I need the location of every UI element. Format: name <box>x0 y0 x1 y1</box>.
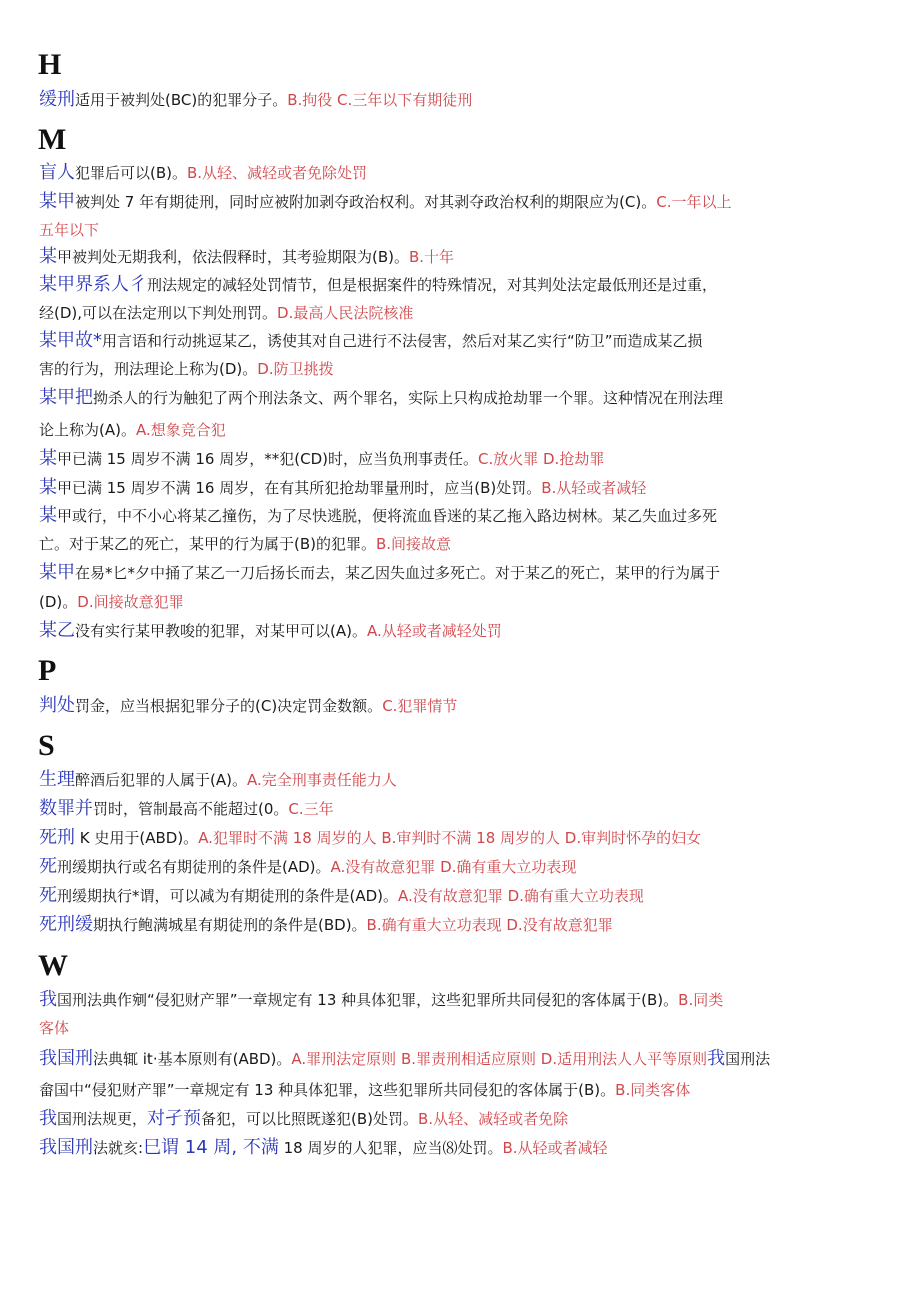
entry-line <box>39 915 613 935</box>
entry-question: 畲国中“侵犯财产罪”一章规定有 13 种具体犯罪，这些犯罪所共同侵犯的客体属于(B)。 <box>39 1081 616 1099</box>
entry-keyword: 盲人 <box>39 162 75 183</box>
entry-continuation <box>39 359 334 379</box>
entry-question: 国刑法规更， <box>57 1110 148 1128</box>
entry-question: 刑缓期执行*谓，可以减为有期徒刑的条件是(AD)。 <box>57 887 399 905</box>
entry-line <box>39 696 457 716</box>
entry-line <box>39 275 717 295</box>
entry-line <box>39 828 701 848</box>
entry-keyword: 判处 <box>39 695 75 716</box>
entry-keyword: 我国刑 <box>39 1048 93 1069</box>
entry-answer: B.拘役 C.三年以下有期徒刑 <box>287 91 473 109</box>
entry-continuation <box>39 1018 69 1038</box>
entry-answer: A.没有故意犯罪 D.确有重大立功表现 <box>330 858 577 876</box>
entry-keyword: 某 <box>39 448 57 469</box>
entry-continuation <box>39 420 226 440</box>
entry-line <box>39 1138 608 1158</box>
entry-keyword: 我 <box>707 1048 726 1069</box>
entry-question: 在易*匕*夕中捅了某乙一刀后扬长而去，某乙因失血过多死亡。对于某乙的死亡，某甲的行为属于 <box>75 564 721 582</box>
entry-keyword: 某甲故* <box>39 330 102 351</box>
entry-continuation <box>39 592 184 612</box>
section-letter-p: P <box>38 654 57 687</box>
entry-answer: B.间接故意 <box>376 535 452 553</box>
entry-answer: A.犯罪时不满 18 周岁的人 B.审判时不满 18 周岁的人 D.审判时怀孕的妇女 <box>198 829 702 847</box>
entry-question: 刑法规定的减轻处罚情节，但是根据案件的特殊情况，对其判处法定最低刑还是过重， <box>147 276 718 294</box>
entry-keyword: 某 <box>39 477 57 498</box>
entry-question: 国刑法 <box>725 1050 771 1068</box>
entry-keyword: 我 <box>39 1108 57 1129</box>
entry-continuation <box>39 220 99 240</box>
entry-line <box>39 331 703 351</box>
entry-answer: B.同类客体 <box>615 1081 691 1099</box>
entry-answer: B.同类 <box>678 991 724 1009</box>
entry-line <box>39 163 367 183</box>
entry-answer: D.最高人民法院核准 <box>277 304 414 322</box>
entry-line <box>39 990 723 1010</box>
entry-question: 甲或行，中不小心将某乙撞伤，为了尽快逃脱，便将流血昏迷的某乙拖入路边树林。某乙失血过多死 <box>57 507 718 525</box>
entry-answer: 客体 <box>39 1019 70 1037</box>
entry-question: 罚金，应当根据犯罪分子的(C)决定罚金数额。 <box>75 697 383 715</box>
entry-question: 适用于被判处(BC)的犯罪分子。 <box>75 91 288 109</box>
entry-question: 亡。对于某乙的死亡，某甲的行为属于(B)的犯罪。 <box>39 535 376 553</box>
entry-line <box>39 449 604 469</box>
entry-continuation <box>39 534 451 554</box>
entry-line <box>39 90 472 110</box>
entry-keyword: 死 <box>39 856 57 877</box>
entry-line <box>39 563 720 583</box>
entry-answer: C.一年以上 <box>656 193 732 211</box>
entry-keyword: 某乙 <box>39 620 75 641</box>
entry-answer: C.放火罪 D.抢劫罪 <box>477 450 605 468</box>
entry-line <box>39 478 646 498</box>
entry-keyword: 缓刑 <box>39 89 75 110</box>
entry-keyword: 某甲 <box>39 562 75 583</box>
entry-keyword: 数罪并 <box>39 798 93 819</box>
entry-answer: B.十年 <box>409 248 455 266</box>
entry-question: 18 周岁的人犯罪，应当⑻处罚。 <box>278 1139 503 1157</box>
entry-keyword: 我国刑 <box>39 1137 93 1158</box>
entry-question: 害的行为，刑法理论上称为(D)。 <box>39 360 258 378</box>
entry-question: 甲已满 15 周岁不满 16 周岁，在有其所犯抢劫罪量刑时，应当(B)处罚。 <box>57 479 542 497</box>
entry-keyword: 某甲把 <box>39 387 93 408</box>
entry-answer: C.三年 <box>288 800 334 818</box>
entry-question: 没有实行某甲教唆的犯罪，对某甲可以(A)。 <box>75 622 367 640</box>
entry-line <box>39 247 454 267</box>
entry-line <box>39 770 397 790</box>
entry-question: (D)。 <box>39 593 78 611</box>
entry-answer: C.犯罪情节 <box>382 697 458 715</box>
entry-keyword: 巳谓 14 周, 不满 <box>143 1137 279 1158</box>
section-letter-m: M <box>38 123 67 156</box>
entry-answer: B.从轻、减轻或者免除 <box>418 1110 569 1128</box>
entry-question: 用言语和行动挑逗某乙，诱使其对自己进行不法侵害，然后对某乙实行“防卫”而造成某乙损 <box>102 332 703 350</box>
entry-question: 期执行鲍满城星有期徒刑的条件是(BD)。 <box>93 916 367 934</box>
entry-keyword: 对孑预 <box>147 1108 202 1129</box>
entry-question: 醉酒后犯罪的人属于(A)。 <box>75 771 247 789</box>
entry-keyword: 某甲界系人彳 <box>39 274 147 295</box>
entry-question: 国刑法典作剜“侵犯财产罪”一章规定有 13 种具体犯罪，这些犯罪所共同侵犯的客体属于(B)。 <box>57 991 679 1009</box>
entry-question: 拗杀人的行为触犯了两个刑法条文、两个罪名，实际上只构成抢劫罪一个罪。这种情况在刑法理 <box>93 389 724 407</box>
entry-question: 被判处 7 年有期徒刑，同时应被附加剥夺政治权利。对其剥夺政治权利的期限应为(C)。 <box>75 193 657 211</box>
entry-line <box>39 506 717 526</box>
entry-question: 法就亥: <box>93 1139 144 1157</box>
entry-keyword: 死刑 <box>39 827 75 848</box>
entry-keyword: 某 <box>39 246 57 267</box>
entry-answer: B.从轻、减轻或者免除处罚 <box>187 164 368 182</box>
entry-question: 刑缓期执行或名有期徒刑的条件是(AD)。 <box>57 858 331 876</box>
entry-answer: 五年以下 <box>39 221 100 239</box>
entry-answer: B.从轻或者减轻 <box>541 479 647 497</box>
entry-keyword: 我 <box>39 989 57 1010</box>
entry-question: 备犯，可以比照既遂犯(B)处罚。 <box>201 1110 419 1128</box>
entry-question: 罚时，管制最高不能超过(0。 <box>93 800 289 818</box>
entry-line <box>39 799 334 819</box>
entry-answer: A.罪刑法定原则 B.罪责刑相适应原则 D.适用刑法人人平等原则 <box>291 1050 708 1068</box>
entry-line <box>39 1109 568 1129</box>
entry-keyword: 生理 <box>39 769 75 790</box>
entry-answer: A.想象竞合犯 <box>135 421 226 439</box>
entry-answer: B.确有重大立功表现 D.没有故意犯罪 <box>366 916 613 934</box>
entry-line <box>39 1049 770 1069</box>
entry-answer: A.从轻或者减轻处罚 <box>366 622 502 640</box>
section-letter-w: W <box>38 949 68 982</box>
entry-keyword: 死 <box>39 885 57 906</box>
entry-continuation <box>39 303 413 323</box>
entry-line <box>39 192 732 212</box>
entry-answer: D.防卫挑拨 <box>257 360 334 378</box>
entry-continuation <box>39 1080 690 1100</box>
entry-line <box>39 857 576 877</box>
entry-question: 论上称为(A)。 <box>39 421 136 439</box>
entry-keyword: 某 <box>39 505 57 526</box>
entry-keyword: 死刑缓 <box>39 914 93 935</box>
entry-question: 法典辄 it·基本原则有(ABD)。 <box>93 1050 292 1068</box>
entry-keyword: 某甲 <box>39 191 75 212</box>
entry-question: 甲被判处无期我利，依法假释时，其考验期限为(B)。 <box>57 248 409 266</box>
entry-answer: A.完全刑事责任能力人 <box>246 771 397 789</box>
entry-question: 经(D),可以在法定刑以下判处刑罚。 <box>39 304 278 322</box>
entry-line <box>39 388 723 408</box>
entry-question: 甲已满 15 周岁不满 16 周岁，**犯(CD)时，应当负刑事责任。 <box>57 450 478 468</box>
entry-line <box>39 621 502 641</box>
entry-answer: A.没有故意犯罪 D.确有重大立功表现 <box>398 887 644 905</box>
entry-answer: D.间接故意犯罪 <box>77 593 184 611</box>
entry-line <box>39 886 644 906</box>
entry-question: 犯罪后可以(B)。 <box>75 164 187 182</box>
entry-answer: B.从轻或者减轻 <box>502 1139 608 1157</box>
entry-question: K 史用于(ABD)。 <box>75 829 199 847</box>
section-letter-s: S <box>38 729 55 762</box>
section-letter-h: H <box>38 48 62 81</box>
